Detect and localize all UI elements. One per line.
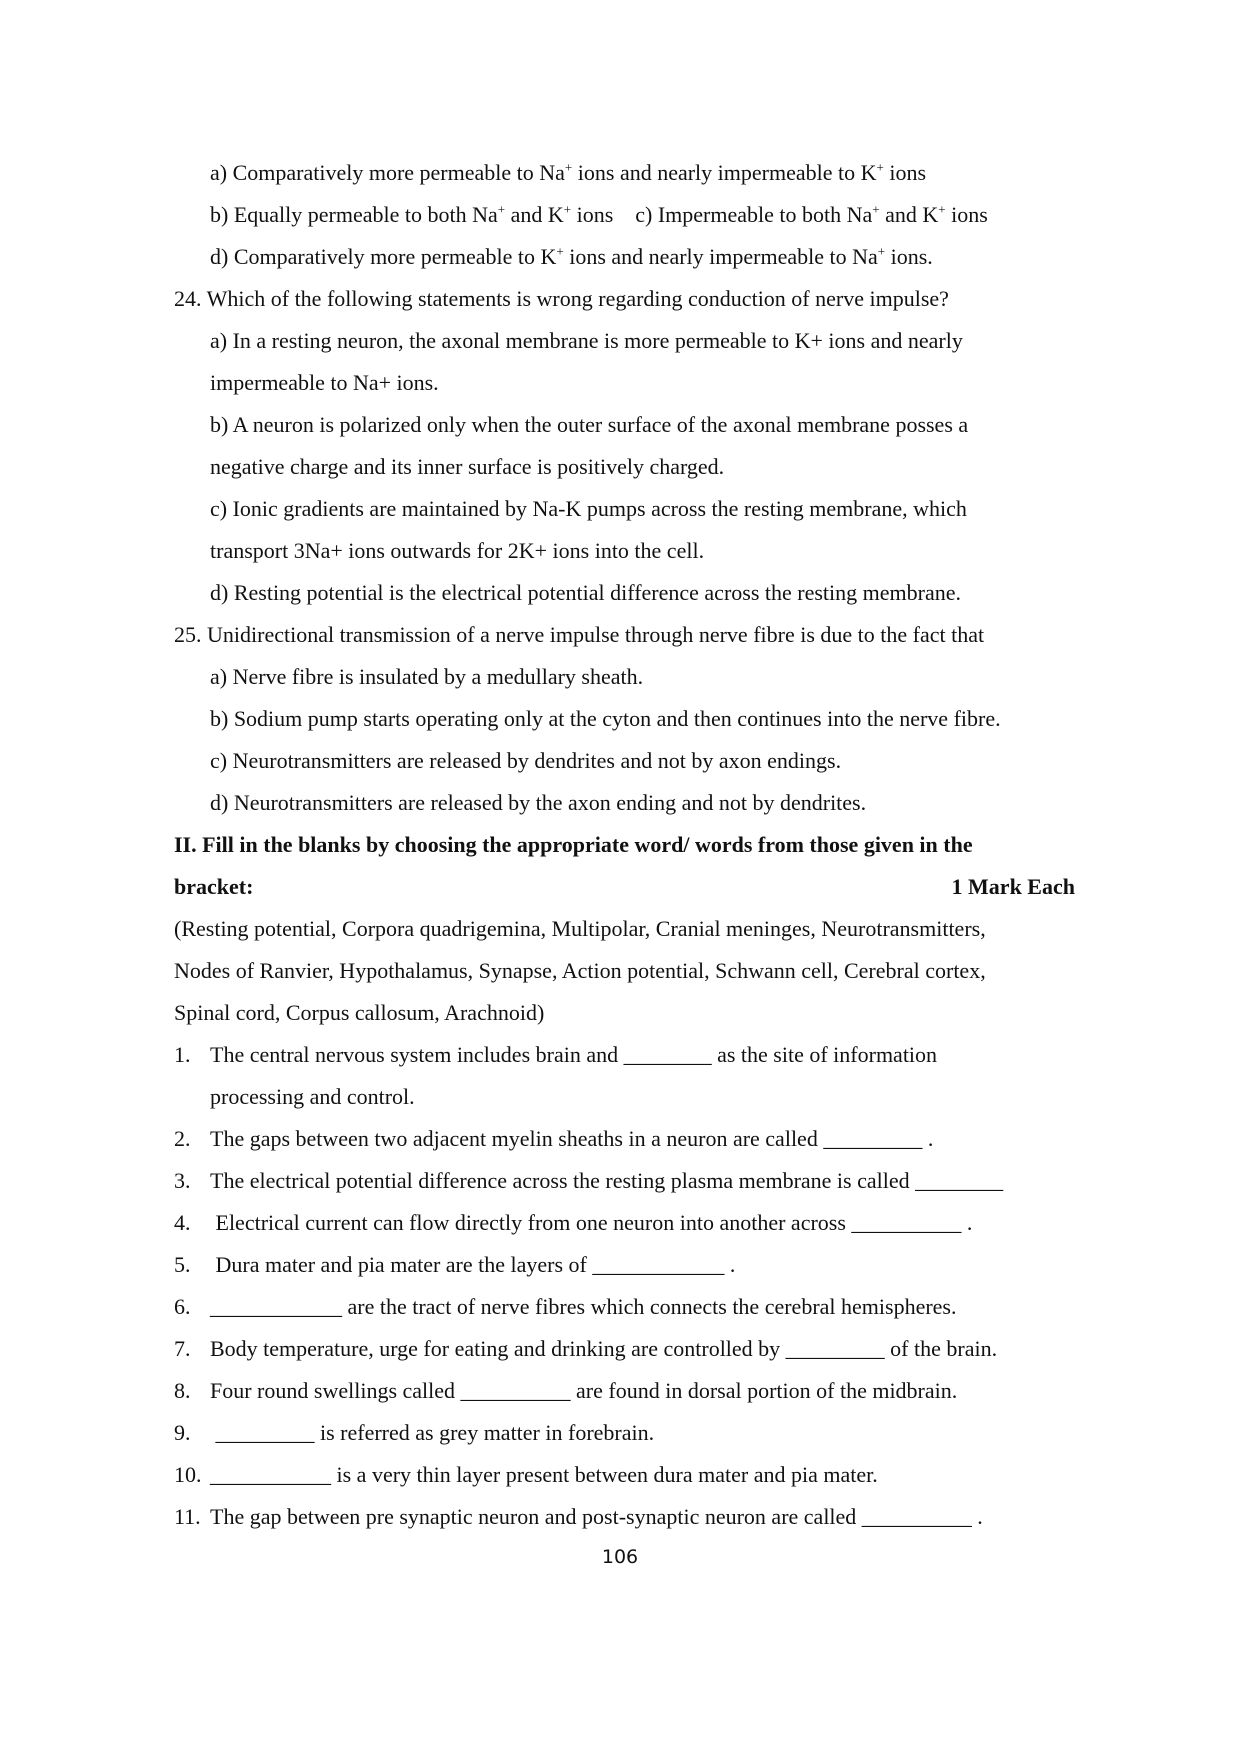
item-number: 5. (174, 1252, 191, 1277)
item-text: ____________ are the tract of nerve fibres which connects the cerebral hemispheres. (210, 1294, 957, 1319)
blank-item (174, 1420, 654, 1446)
q23-option-b-c (210, 202, 988, 228)
item-number: 3. (174, 1168, 191, 1193)
q25-option-d: d) Neurotransmitters are released by the axon ending and not by dendrites. (210, 790, 867, 815)
blank-item (174, 1462, 878, 1488)
blank-item (174, 1126, 933, 1152)
q24-option-b-line2: negative charge and its inner surface is positively charged. (210, 454, 725, 479)
item-text: Electrical current can flow directly from one neuron into another across __________ . (210, 1210, 973, 1235)
blank-item (174, 1210, 972, 1236)
item-text: ___________ is a very thin layer present between dura mater and pia mater. (210, 1462, 878, 1487)
superscript: + (564, 159, 573, 175)
word-bank-line1: (Resting potential, Corpora quadrigemina, Multipolar, Cranial meninges, Neurotransmitters, (174, 916, 986, 941)
q24-option-d: d) Resting potential is the electrical potential difference across the resting membrane. (210, 580, 961, 605)
item-text: The central nervous system includes brain and ________ as the site of information (210, 1042, 938, 1067)
text: a) Comparatively more permeable to Na (210, 160, 565, 185)
superscript: + (556, 243, 564, 259)
item-number: 9. (174, 1420, 191, 1445)
item-number: 6. (174, 1294, 191, 1319)
text: b) Equally permeable to both Na (210, 202, 498, 227)
q25-option-b: b) Sodium pump starts operating only at the cyton and then continues into the nerve fibre. (210, 706, 1001, 731)
blank-item (174, 1294, 957, 1320)
item-text: The electrical potential difference across the resting plasma membrane is called ________ (210, 1168, 1004, 1193)
item-text: _________ is referred as grey matter in forebrain. (210, 1420, 655, 1445)
word-bank-line3: Spinal cord, Corpus callosum, Arachnoid) (174, 1000, 545, 1025)
blank-item (174, 1252, 735, 1278)
item-number: 8. (174, 1378, 191, 1403)
q24-stem: 24. Which of the following statements is wrong regarding conduction of nerve impulse? (174, 286, 949, 311)
item-text: Four round swellings called __________ are found in dorsal portion of the midbrain. (210, 1378, 958, 1403)
blank-item (174, 1084, 415, 1110)
item-number: 7. (174, 1336, 191, 1361)
superscript: + (497, 201, 506, 217)
superscript: + (876, 159, 884, 175)
blank-item (174, 1378, 957, 1404)
q24-option-b-line1: b) A neuron is polarized only when the outer surface of the axonal membrane posses a (210, 412, 969, 437)
q25-stem: 25. Unidirectional transmission of a nerve impulse through nerve fibre is due to the fact that (174, 622, 985, 647)
text: d) Comparatively more permeable to K (210, 244, 557, 269)
text: and K (505, 202, 564, 227)
item-text: The gaps between two adjacent myelin sheaths in a neuron are called _________ . (210, 1126, 934, 1151)
q24-option-c-line1: c) Ionic gradients are maintained by Na-K pumps across the resting membrane, which (210, 496, 967, 521)
marks-label: 1 Mark Each (951, 874, 1075, 899)
text: and K (879, 202, 939, 227)
superscript: + (877, 243, 886, 259)
superscript: + (563, 201, 572, 217)
item-number: 2. (174, 1126, 191, 1151)
superscript: + (872, 201, 880, 217)
text: ions. (885, 244, 933, 269)
item-text: processing and control. (210, 1084, 415, 1109)
q23-option-d (210, 244, 933, 270)
q23-option-a (210, 160, 926, 186)
text: bracket: (174, 874, 254, 899)
item-text: The gap between pre synaptic neuron and post-synaptic neuron are called __________ . (210, 1504, 983, 1529)
superscript: + (938, 201, 946, 217)
q24-option-a-line1: a) In a resting neuron, the axonal membrane is more permeable to K+ ions and nearly (210, 328, 963, 353)
q25-option-a: a) Nerve fibre is insulated by a medullary sheath. (210, 664, 644, 689)
blank-item (174, 1504, 983, 1530)
blank-item (174, 1336, 997, 1362)
q24-option-a-line2: impermeable to Na+ ions. (210, 370, 439, 395)
text: ions (945, 202, 988, 227)
blank-item (174, 1168, 1003, 1194)
item-number: 10. (174, 1462, 202, 1487)
section-heading: II. Fill in the blanks by choosing the appropriate word/ words from those given in the (174, 832, 973, 857)
item-number: 4. (174, 1210, 191, 1235)
q25-option-c: c) Neurotransmitters are released by dendrites and not by axon endings. (210, 748, 842, 773)
section-heading-line2 (174, 874, 1075, 900)
item-number: 11. (174, 1504, 201, 1529)
item-text: Body temperature, urge for eating and drinking are controlled by _________ of the brain. (210, 1336, 998, 1361)
page-number: 106 (601, 1546, 639, 1568)
item-number: 1. (174, 1042, 191, 1067)
word-bank-line2: Nodes of Ranvier, Hypothalamus, Synapse, Action potential, Schwann cell, Cerebral cortex, (174, 958, 986, 983)
item-text: Dura mater and pia mater are the layers of ____________ . (210, 1252, 736, 1277)
text: ions c) Impermeable to both Na (571, 202, 873, 227)
text: ions and nearly impermeable to K (572, 160, 877, 185)
q24-option-c-line2: transport 3Na+ ions outwards for 2K+ ions into the cell. (210, 538, 705, 563)
text: ions and nearly impermeable to Na (563, 244, 878, 269)
text: ions (883, 160, 927, 185)
blank-item (174, 1042, 937, 1068)
